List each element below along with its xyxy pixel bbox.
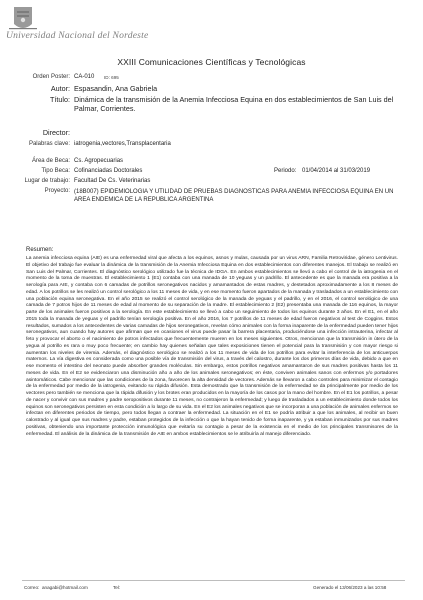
resumen-text: La anemia infecciosa equina (AIE) es una enfermedad viral que afecta a los equinos, asnos y mulas, causada por un virus ARN, Familia Retroviridae, género Lentivirus. El objetivo del trabajo fue evaluar la dinámica de la transmisión de la Anemia Infecciosa Equina en dos establecimientos con diferentes manejos. El trabajo se realizó en San Luis del Palmar, Corrientes. El diagnóstico serológico utilizado fue la técnica de IDGA. En ambos establecimientos se llevó a cabo el control de la iatrogenia en el momento de la toma de muestras. El establecimiento 1 (E1) contaba con una manada de 10 yeguas y un padrillo. El antecedente es que la manada era positiva a la serología para AIE, y contaba con 6 camadas de potrillos seronegativos nacidos y amamantados de estas madres, y destetados aproximadamente a los 8 meses de edad. A los potrillos se les realizó un control serológico a los 11 meses de vida, y en ese momento fueron apartados de la manada y trasladados a un establecimiento con una población equina seronegativa. En el año 2015 se realizó el control serológico de la manada de yeguas y el padrillo, y en el 2016, el control serológico de una camada de 7 potros hijos de 11 meses de edad al momento de su separación de la madre. El establecimiento 2 (E2) presentaba una manada de 116 equinos, la mayor parte de los animales fueron positivos a la serología. En este establecimiento se llevó a cabo un seguimiento de todos los equinos durante 3 años. En el E1, en el año 2015 toda la manada de yeguas y el padrillo tenían serología positiva. En el año 2016, los 7 potrillos de 11 meses de edad fueron negativos al test de Coggins. Estos resultados, sumados a los antecedentes de varias camadas de hijos seronegativos, revelan cómo animales con la forma inaparente de la enfermedad pueden tener hijos seronegativos, aun cuando hay autores que afirman que en ocasiones el virus puede pasar la barrera placentaria, produciéndose una infección intrauterina, infectar al feto y provocar el aborto o el nacimiento de potros infectados que frecuentemente mueren en los meses siguientes. Otros, mencionan que la transmisión in útero de la yegua al potrillo es rara o muy poco frecuente; en cambio hay quienes señalan que tales exposiciones tienen el potencial para la transmisión y con mayor riesgo si aumentan los niveles de viremia. Además, el diagnóstico serológico se realizó a los 11 meses de vida de los potrillos para evitar la interferencia de los anticuerpos maternos. La vía digestiva es considerada como una posible vía de transmisión del virus, a través del calostro, durante los dos primeros días de vida, debido a que en ese momento el intestino del neonato puede absorber grandes moléculas. Sin embargo, estos potrillos negativos amamantaron de sus madres positivas hasta los 11 meses de vida. En el E2 se evidenciaron una disminución año a año de los animales seronegativos; en éste, conviven animales sanos con enfermos y/o portadores asintomáticos. Cabe mencionar que las condiciones de la zona, favorecen la alta densidad de vectores. Además se llevaron a cabo controles para minimizar el contagio de la enfermedad por medio de la iatrogenia, evitando su rápida difusión. Esta demostrado que la transmisión de la enfermedad se da principalmente por medio de los vectores pero también se menciona que la rápida difusión y los brotes eran producidos en la mayoría de los casos por la mano del hombre. En el E1 los potrillos, a pesar de nacer y convivir con sus madres y padre seropositivos durante 11 meses, no contrajeron la enfermedad; y luego de trasladados a un establecimiento donde todos los equinos son seronegativos persisten en esta condición a lo largo de su vida. En el E2 los animales negativos que se incorporan a una población de animales enfermos se infectan en diferentes periodos de tiempo, pero todos llegan a contraer la enfermedad. La situación en el E1 se podría atribuir a que los animales, al recibir un buen calostrado y al igual que sus madres y padre, estaban protegidos de la infección o que la hayan tenido de forma inaparente, y ya estaban inmunizados por sus madres positivas, obteniendo una importante protección inmunológica que evitaría su contagio a pesar de la existencia en el medio de los principales transmisores de la enfermedad. El análisis de la dinámica de la transmisión de AIE en ambos establecimientos se le atribuiría al manejo diferenciado.	[26, 256, 398, 437]
periodo-value: 01/04/2014 al 31/03/2019	[302, 168, 371, 174]
generado-timestamp: Generado el 13/06/2023 a las 10:58	[313, 585, 387, 590]
autor-value: Espasandin, Ana Gabriela	[74, 84, 158, 93]
autor-label: Autor:	[50, 84, 70, 93]
conference-title: XXIII Comunicaciones Científicas y Tecnológicas	[117, 57, 306, 67]
correo-label: Correo:	[24, 585, 40, 590]
lugar-trabajo-value: Facultad De Cs. Veterinarias	[74, 178, 151, 184]
university-logo	[6, 4, 186, 44]
orden-poster-value: CA-010	[74, 74, 95, 80]
orden-poster-label: Orden Poster:	[32, 74, 70, 80]
resumen-label: Resumen:	[26, 247, 54, 253]
palabras-clave-value: iatrogenia,vectores,Transplacentaria	[74, 141, 171, 147]
tipo-beca-label: Tipo Beca:	[41, 168, 70, 174]
area-beca-label: Área de Beca:	[31, 158, 70, 164]
titulo-label: Título:	[50, 95, 70, 104]
footer-divider	[22, 580, 405, 581]
director-label: Director:	[42, 128, 70, 137]
area-beca-value: Cs. Agropecuarias	[74, 158, 124, 164]
logo-text: Universidad Nacional del Nordeste	[6, 30, 149, 41]
titulo-value: Dinámica de la transmisión de la Anemia Infecciosa Equina en dos establecimientos de San Luis del Palmar, Corrientes.	[74, 95, 394, 113]
correo-value: anagabi@hotmail.com	[42, 585, 88, 590]
proyecto-label: Proyecto:	[44, 188, 70, 194]
periodo-label: Periodo:	[274, 168, 297, 174]
id-label: ID: 695	[104, 75, 119, 80]
tipo-beca-value: Cofinanciadas Doctorales	[74, 168, 143, 174]
lugar-trabajo-label: Lugar de trabajo:	[24, 178, 70, 184]
proyecto-value: (18B007) EPIDEMIOLOGIA Y UTILIDAD DE PRUEBAS DIAGNOSTICAS PARA ANEMIA INFECCIOSA EQUINA EN UN AREA ENDEMICA DE LA REPUBLICA ARGENTINA	[74, 189, 394, 203]
palabras-clave-label: Palabras clave:	[28, 141, 70, 147]
tel-label: Tel:	[113, 585, 121, 590]
